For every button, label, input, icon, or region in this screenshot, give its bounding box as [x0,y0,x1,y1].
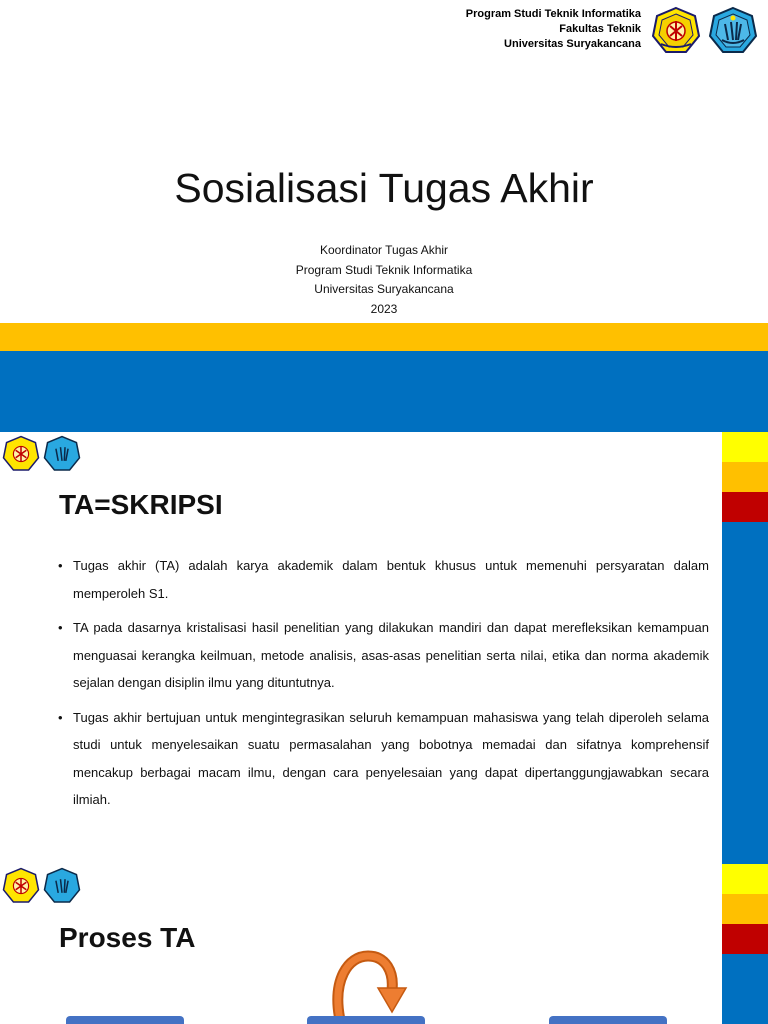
side-bar-gold [722,894,768,924]
institution-header [466,7,641,52]
decorative-band-gold [0,323,768,351]
slide-heading: Proses TA [59,922,196,953]
university-emblem-yellow-icon [2,867,40,905]
side-bar-gold [722,462,768,492]
slide-heading: TA=SKRIPSI [59,489,223,520]
bullet-item: • Tugas akhir (TA) adalah karya akademik dalam bentuk khusus untuk memenuhi persyaratan dalam memperoleh S1. [58,552,709,607]
subtitle-university: Universitas Suryakancana [314,282,454,296]
process-step-box [66,1016,184,1024]
bullet-item: • Tugas akhir bertujuan untuk mengintegrasikan seluruh kemampuan mahasiswa yang telah diperoleh selama studi untuk menyelesaikan suatu permasalahan yang bobotnya memadai dan sifatnya komprehensif mencakup berbagai macam ilmu, dengan cara penyelesaian yang dapat dipertanggungjawabkan secara ilmiah. [58,704,709,814]
university-emblem-yellow-icon [2,435,40,473]
process-step-box [549,1016,667,1024]
process-step-box [307,1016,425,1024]
subtitle-coordinator: Koordinator Tugas Akhir [319,243,449,257]
university-emblem-yellow-icon [651,6,701,56]
decorative-side-bar [722,432,768,864]
faculty-name: Fakultas Teknik [559,23,641,35]
faculty-emblem-blue-icon [43,867,81,905]
decorative-band-blue [0,351,768,432]
curved-loop-arrow-icon [328,950,408,1020]
side-bar-yellow [722,432,768,462]
subtitle-program: Program Studi Teknik Informatika [295,262,473,277]
presentation-title: Sosialisasi Tugas Akhir [174,165,594,211]
side-bar-blue [722,522,768,864]
slide-proses-ta [0,864,768,1024]
bullet-item: • TA pada dasarnya kristalisasi hasil penelitian yang dilakukan mandiri dan dapat merefleksikan kemampuan menguasai kerangka keilmuan, metode analisis, asas-asas penelitian serta nilai, etika dan norma akademik sejalan dengan disiplin ilmu yang dituntutnya. [58,614,709,697]
subtitle-year: 2023 [370,301,398,316]
slide-title [0,0,768,432]
side-bar-red [722,492,768,522]
faculty-emblem-blue-icon [43,435,81,473]
side-bar-blue [722,954,768,1024]
faculty-emblem-blue-icon [708,6,758,56]
program-name: Program Studi Teknik Informatika [465,8,641,20]
decorative-side-bar [722,864,768,1024]
bullet-list [58,552,709,821]
slide-ta-skripsi [0,432,768,864]
presentation-subtitle [0,241,768,319]
side-bar-red [722,924,768,954]
university-name: Universitas Suryakancana [504,38,641,50]
side-bar-yellow [722,864,768,894]
